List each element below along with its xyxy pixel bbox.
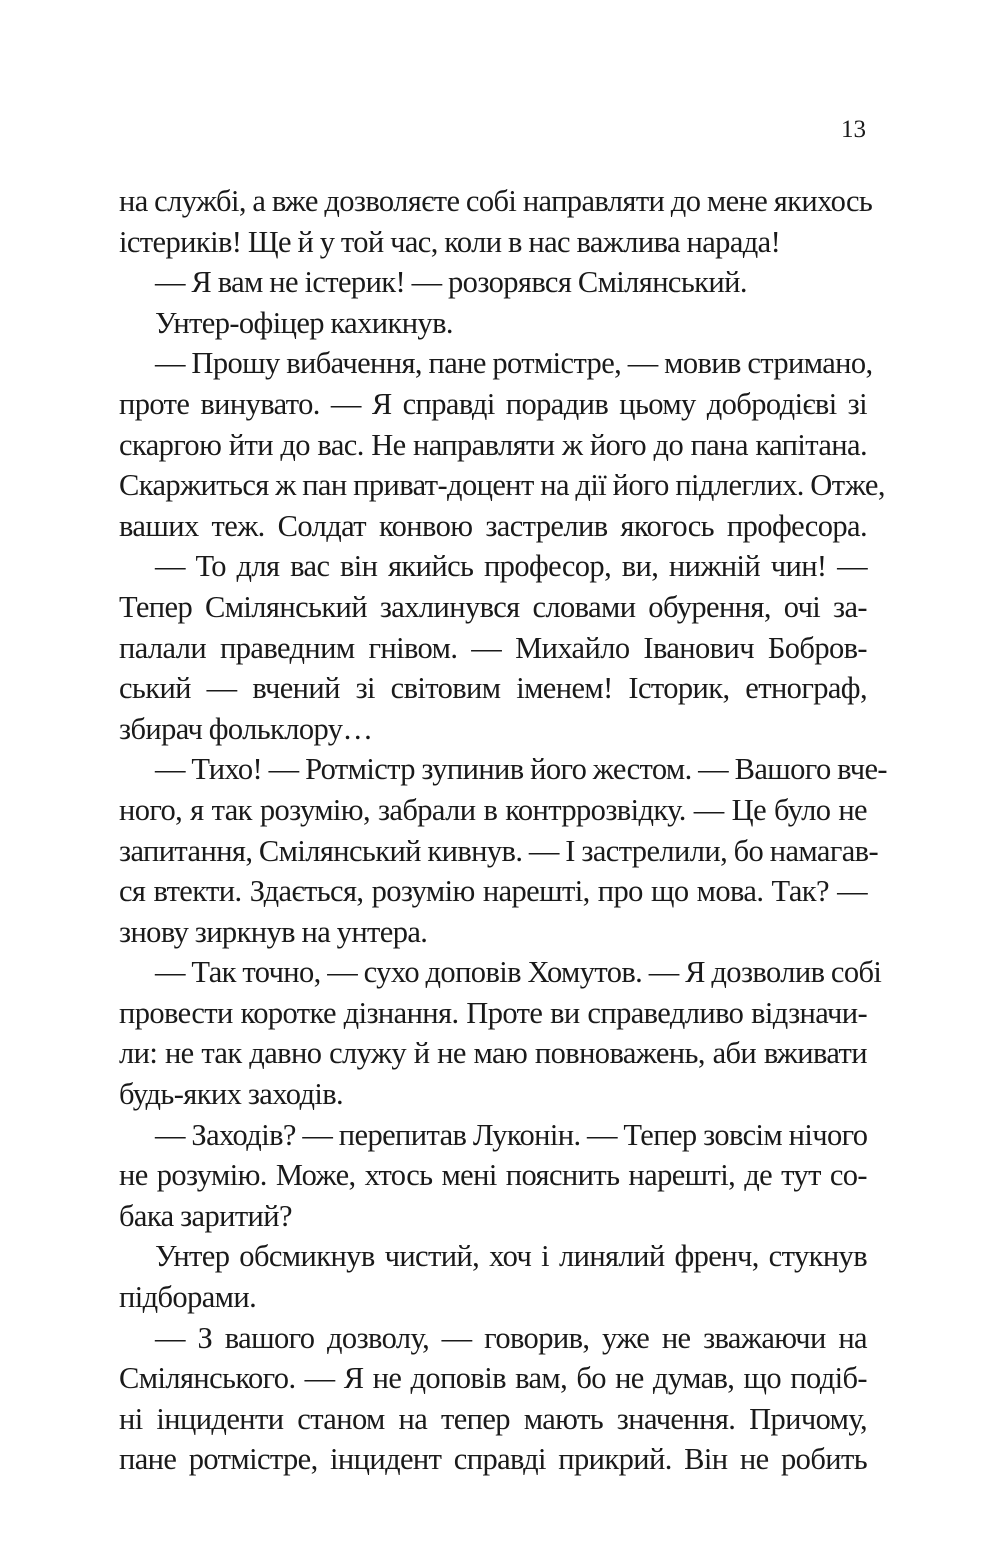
text-line: запитання, Смілянський кивнув. — І застрелили, бо намагав-	[119, 833, 879, 868]
text-line: — Заходів? — перепитав Луконін. — Тепер зовсім нічого	[155, 1117, 868, 1152]
text-line: Смілянського. — Я не доповів вам, бо не думав, що подіб-	[119, 1361, 867, 1396]
text-line: ся втекти. Здається, розумію нарешті, про що мова. Так? —	[119, 874, 867, 909]
text-line: скаргою йти до вас. Не направляти ж його до пана капітана.	[119, 427, 867, 462]
text-line: — Тихо! — Ротмістр зупинив його жестом. — Вашого вче-	[155, 752, 887, 787]
text-line: на службі, а вже дозволяєте собі направляти до мене якихось	[119, 184, 873, 218]
text-line: Унтер обсмикнув чистий, хоч і линялий френч, стукнув	[155, 1239, 867, 1274]
page-number: 13	[841, 116, 866, 143]
text-line: підборами.	[119, 1280, 257, 1315]
text-line: ський — вчений зі світовим іменем! Історик, етнограф,	[119, 671, 867, 706]
text-line: Унтер-офіцер кахикнув.	[155, 305, 453, 340]
text-line: палали праведним гнівом. — Михайло Іванович Бобров-	[119, 630, 867, 665]
text-line: — То для вас він якийсь професор, ви, нижній чин! —	[155, 549, 867, 584]
text-line: пане ротмістре, інцидент справді прикрий. Він не робить	[119, 1442, 867, 1477]
text-line: збирач фольклору…	[119, 711, 373, 746]
text-line: будь-яких заходів.	[119, 1077, 344, 1112]
text-line: не розумію. Може, хтось мені пояснить нарешті, де тут со-	[119, 1158, 867, 1193]
text-line: Тепер Смілянський захлинувся словами обурення, очі за-	[119, 589, 867, 624]
text-line: істериків! Ще й у той час, коли в нас важлива нарада!	[119, 224, 781, 259]
text-line: — Я вам не істерик! — розорявся Смілянський.	[155, 265, 747, 300]
text-line: знову зиркнув на унтера.	[119, 914, 428, 949]
text-line: ваших теж. Солдат конвою застрелив якогось професора.	[119, 508, 867, 543]
body-text	[119, 181, 887, 1480]
text-line: Скаржиться ж пан приват-доцент на дії його підлеглих. Отже,	[119, 468, 885, 503]
text-line: бака заритий?	[119, 1198, 292, 1233]
text-line: — З вашого дозволу, — говорив, уже не зважаючи на	[155, 1320, 867, 1355]
text-line: — Так точно, — сухо доповів Хомутов. — Я дозволив собі	[155, 955, 882, 990]
text-line: ли: не так давно служу й не маю повноважень, аби вживати	[119, 1036, 867, 1071]
text-line: ні інциденти станом на тепер мають значення. Причому,	[119, 1401, 867, 1436]
text-line: ного, я так розумію, забрали в контррозвідку. — Це було не	[119, 792, 867, 827]
text-line: проте винувато. — Я справді порадив цьому добродієві зі	[119, 386, 867, 421]
text-line: — Прошу вибачення, пане ротмістре, — мовив стримано,	[155, 346, 873, 381]
text-line: провести коротке дізнання. Проте ви справедливо відзначи-	[119, 995, 867, 1030]
